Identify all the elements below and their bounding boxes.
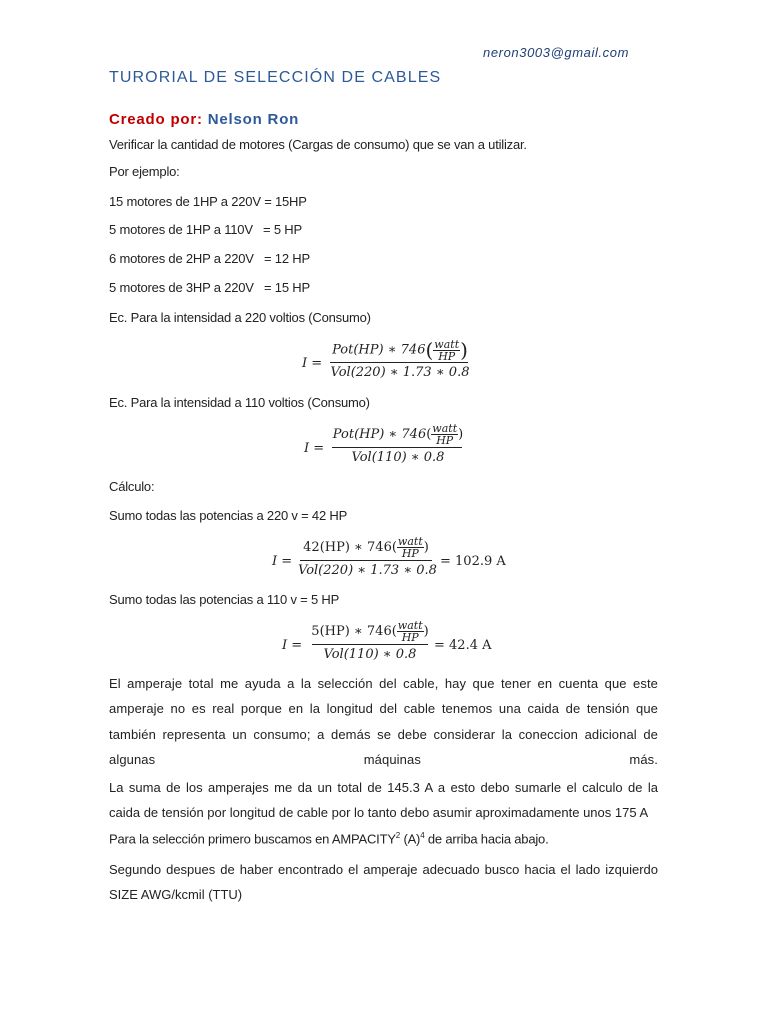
motor-line: 15 motores de 1HP a 220V = 15HP [109,194,307,209]
fraction-bar [300,560,432,561]
equation-calc-110: I = 5(HP) ∗ 746( watt HP ) Vol(110) ∗ 0.8 = 42.4 A [282,619,492,662]
eq-result: = 42.4 A [434,638,492,653]
eq110-label: Ec. Para la intensidad a 110 voltios (Consumo) [109,395,370,410]
eq-watt: watt [434,337,460,351]
document-title: TURORIAL DE SELECCIÓN DE CABLES [109,69,442,86]
sum-220: Sumo todas las potencias a 220 v = 42 HP [109,508,348,523]
equation-110: I = Pot(HP) ∗ 746( watt HP ) Vol(110) ∗ 0.8 [304,422,464,465]
eq-symbol-i: I [302,356,308,371]
fraction-bar [332,447,462,448]
motor-line: 6 motores de 2HP a 220V = 12 HP [109,251,310,266]
paragraph-suma: La suma de los amperajes me da un total de 145.3 A a esto debo sumarle el calculo de la caida de tensión por longitud de cable por lo tanto debo asumir aproximadamente unos 175 A [109,780,658,821]
fraction-bar [312,644,428,645]
example-label: Por ejemplo: [109,164,180,179]
eq220-label: Ec. Para la intensidad a 220 voltios (Consumo) [109,310,371,325]
eq-pot: Pot(HP) ∗ 746 [332,342,426,358]
author-label: Creado por: [109,111,203,128]
eq-numerator: Pot(HP) ∗ 746( watt HP ) [332,337,468,363]
header-email: neron3003@gmail.com [483,45,630,60]
eq-denominator: Vol(220) ∗ 1.73 ∗ 0.8 [298,563,437,578]
eq-numerator: 42(HP) ∗ 746( watt HP ) [303,535,429,560]
motor-line: 5 motores de 1HP a 110V = 5 HP [109,222,302,237]
paragraph-segundo: Segundo despues de haber encontrado el amperaje adecuado busco hacia el lado izquierdo SIZE AWG/kcmil (TTU) [109,862,658,903]
eq-numerator: 5(HP) ∗ 746( watt HP ) [311,619,429,644]
eq-denominator: Vol(220) ∗ 1.73 ∗ 0.8 [330,365,470,380]
calc-label: Cálculo: [109,479,155,494]
sum-110: Sumo todas las potencias a 110 v = 5 HP [109,592,340,607]
eq-sign: = [311,356,323,371]
eq-numerator: Pot(HP) ∗ 746( watt HP ) [332,422,464,447]
fraction-bar [330,362,468,363]
eq-denominator: Vol(110) ∗ 0.8 [323,647,417,662]
eq-hp: HP [438,349,456,363]
author-name: Nelson Ron [207,111,300,128]
equation-220 [300,338,470,383]
paragraph-ampacity: Para la selección primero buscamos en AMPACITY$^2$ $(A)^4$ de arriba hacia abajo. [109,831,549,847]
intro-text: Verificar la cantidad de motores (Cargas de consumo) que se van a utilizar. [109,137,527,152]
equation-calc-220: I = 42(HP) ∗ 746( watt HP ) Vol(220) ∗ 1.73 ∗ 0.8 = 102.9 A [272,535,506,578]
eq-denominator: Vol(110) ∗ 0.8 [351,450,445,465]
paragraph-amperaje: El amperaje total me ayuda a la selección del cable, hay que tener en cuenta que este amperaje no es real porque en la longitud del cable tenemos una caida de tensión que también representa un consumo; a demás se debe considerar la coneccion adicional de algunas máquinas más. [109,676,658,767]
motor-line: 5 motores de 3HP a 220V = 15 HP [109,280,310,295]
author-line [109,111,299,128]
eq-result: = 102.9 A [440,554,506,569]
